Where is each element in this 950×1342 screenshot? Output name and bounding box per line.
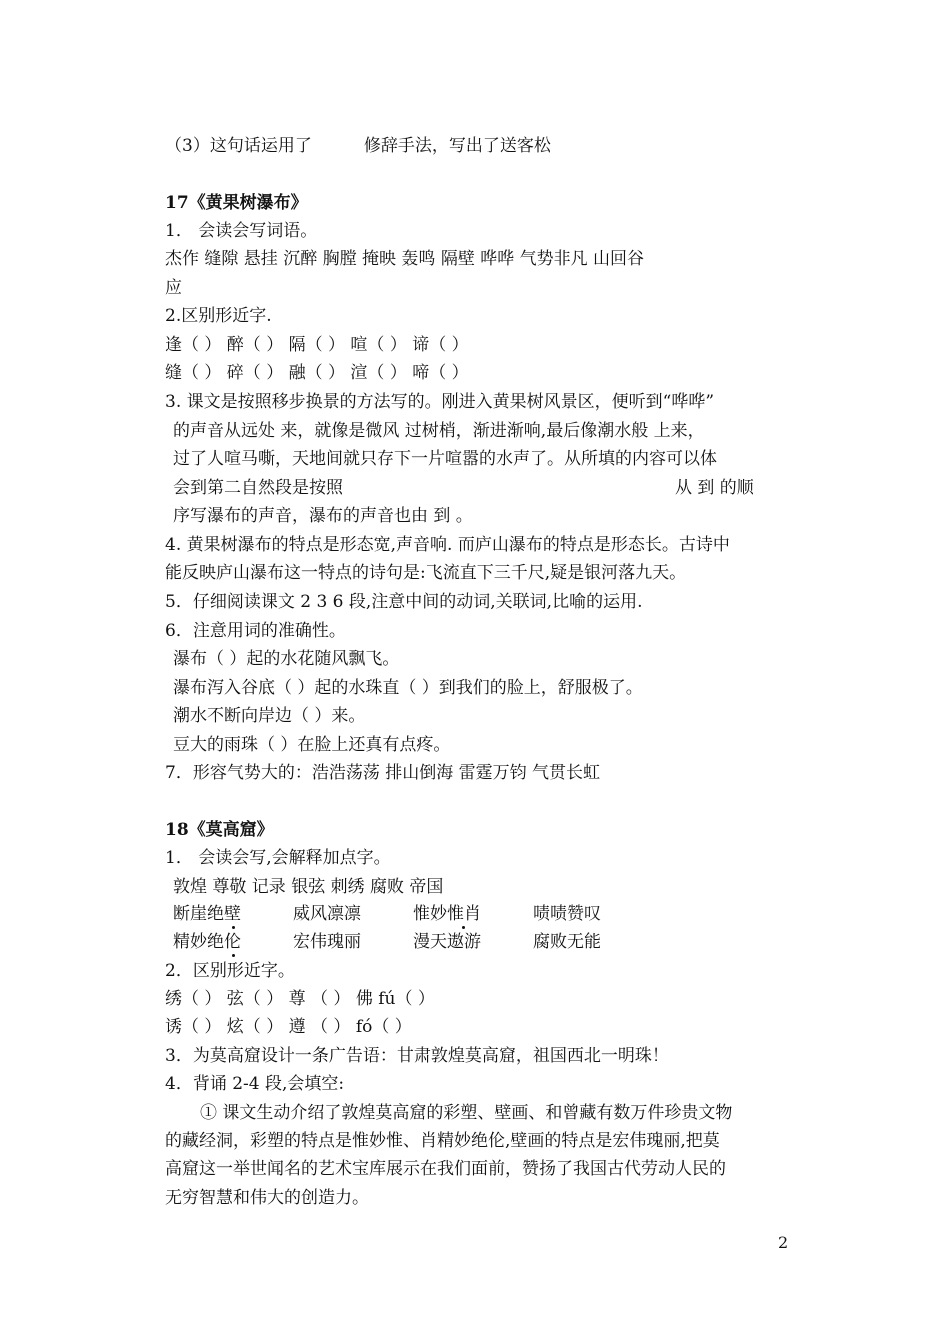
s18-char-row-1: 绣（ ） 弦（ ） 尊 （ ） 佛 fú（ ） — [165, 989, 435, 1009]
s18-q3: 3．为莫高窟设计一条广告语：甘肃敦煌莫高窟，祖国西北一明珠！ — [165, 1046, 669, 1066]
s18-word: 宏伟瑰丽 — [293, 932, 361, 952]
s18-words-2 — [173, 903, 790, 925]
s18-para-line-2: 的藏经洞，彩塑的特点是惟妙惟、肖精妙绝伦,壁画的特点是宏伟瑰丽,把莫 — [165, 1131, 720, 1151]
s17-char-row-1: 逢（ ） 醉（ ） 隔（ ） 喧（ ） 谛（ ） — [165, 335, 469, 355]
s17-q3-line-1: 3. 课文是按照移步换景的方法写的。刚进入黄果树风景区，便听到“哗哗” — [165, 392, 715, 412]
emphasis-dot — [462, 926, 465, 929]
s17-words-cont: 应 — [165, 278, 182, 298]
s17-q6-d: 豆大的雨珠（ ）在脸上还真有点疼。 — [173, 735, 451, 755]
section-17-title: 17《黄果树瀑布》 — [165, 193, 308, 213]
intro-text-a: （3）这句话运用了 — [165, 136, 312, 156]
s17-q6-c: 潮水不断向岸边（ ）来。 — [173, 706, 366, 726]
s18-word: 啧啧赞叹 — [533, 904, 601, 924]
s18-word: 断崖绝壁 — [173, 904, 241, 924]
s17-q3-line-3: 过了人喧马嘶，天地间就只存下一片喧嚣的水声了。从所填的内容可以体 — [173, 449, 717, 469]
s18-q1: 1． 会读会写,会解释加点字。 — [165, 848, 391, 868]
s18-para-line-4: 无穷智慧和伟大的创造力。 — [165, 1188, 369, 1208]
s17-q3-line-4a: 会到第二自然段是按照 — [173, 478, 343, 498]
section-18-title: 18《莫高窟》 — [165, 820, 274, 840]
s18-word: 威风凛凛 — [293, 904, 361, 924]
s18-q4: 4．背诵 2-4 段,会填空: — [165, 1074, 345, 1094]
s17-q4-line-1: 4. 黄果树瀑布的特点是形态宽,声音响. 而庐山瀑布的特点是形态长。古诗中 — [165, 535, 730, 555]
s17-q5: 5．仔细阅读课文 2 3 6 段,注意中间的动词,关联词,比喻的运用. — [165, 592, 643, 612]
intro-text-b: 修辞手法，写出了送客松 — [363, 136, 551, 156]
s18-word: 腐败无能 — [533, 932, 601, 952]
s17-words: 杰作 缝隙 悬挂 沉醉 胸膛 掩映 轰鸣 隔壁 哗哗 气势非凡 山回谷 — [165, 249, 645, 269]
s17-q3-line-4b: 从 到 的顺 — [675, 478, 754, 498]
emphasis-dot — [232, 954, 235, 957]
s17-q4-line-2: 能反映庐山瀑布这一特点的诗句是:飞流直下三千尺,疑是银河落九天。 — [165, 563, 687, 583]
s17-q6: 6．注意用词的准确性。 — [165, 621, 346, 641]
s18-word: 漫天遨游 — [413, 932, 481, 952]
s18-char-row-2: 诱（ ） 炫（ ） 遵 （ ） fó（ ） — [165, 1017, 412, 1037]
s18-word: 惟妙惟肖 — [413, 904, 481, 924]
s18-words-1: 敦煌 尊敬 记录 银弦 刺绣 腐败 帝国 — [173, 877, 444, 897]
s17-q7: 7．形容气势大的：浩浩荡荡 排山倒海 雷霆万钧 气贯长虹 — [165, 763, 601, 783]
s18-words-3 — [173, 931, 790, 953]
s17-q1: 1． 会读会写词语。 — [165, 221, 318, 241]
s17-q6-b: 瀑布泻入谷底（ ）起的水珠直（ ）到我们的脸上，舒服极了。 — [173, 678, 643, 698]
s18-word: 精妙绝伦 — [173, 932, 241, 952]
s17-char-row-2: 缝（ ） 碎（ ） 融（ ） 渲（ ） 啼（ ） — [165, 363, 469, 383]
s17-q2: 2.区别形近字. — [165, 306, 272, 326]
s17-q3-line-5: 序写瀑布的声音，瀑布的声音也由 到 。 — [173, 506, 473, 526]
s17-q3-line-4 — [173, 477, 790, 499]
s18-q2: 2．区别形近字。 — [165, 961, 295, 981]
s18-para-line-3: 高窟这一举世闻名的艺术宝库展示在我们面前，赞扬了我国古代劳动人民的 — [165, 1159, 726, 1179]
s17-q6-a: 瀑布（ ）起的水花随风飘飞。 — [173, 649, 400, 669]
s18-para-line-1: ① 课文生动介绍了敦煌莫高窟的彩塑、壁画、和曾藏有数万件珍贵文物 — [200, 1103, 733, 1123]
s17-q3-line-2: 的声音从远处 来，就像是微风 过树梢，渐进渐响,最后像潮水般 上来， — [173, 421, 705, 441]
emphasis-dot — [232, 926, 235, 929]
intro-line — [165, 135, 790, 157]
page-number: 2 — [778, 1233, 789, 1252]
